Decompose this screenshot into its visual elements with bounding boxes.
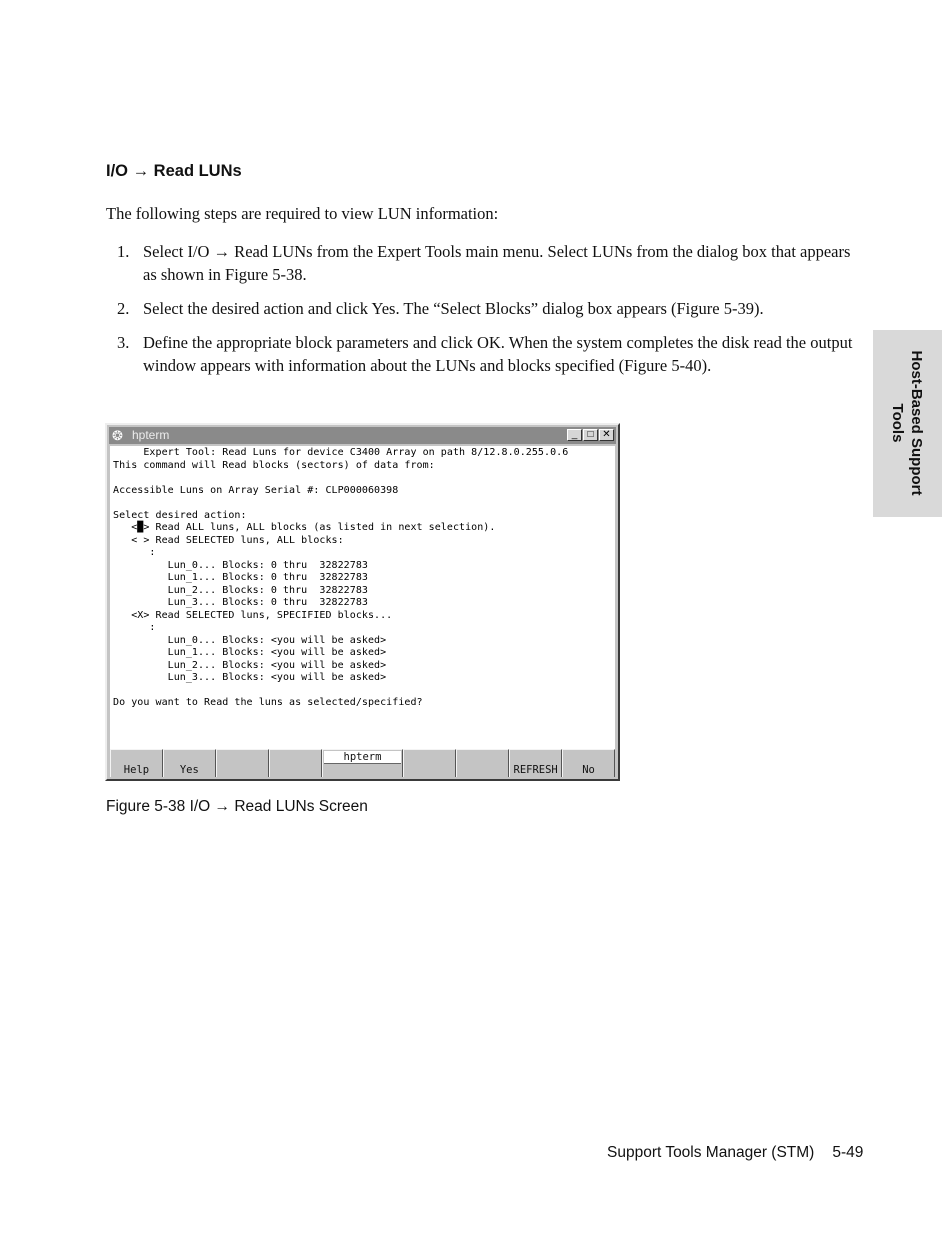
- terminal-line: Lun_0... Blocks: <you will be asked>: [113, 634, 387, 646]
- terminal-line: Lun_1... Blocks: <you will be asked>: [113, 647, 387, 658]
- step-number: 1.: [117, 242, 130, 261]
- step-item: [106, 240, 858, 286]
- step-item: [106, 331, 858, 377]
- terminal-line: <X> Read SELECTED luns, SPECIFIED blocks...: [113, 609, 393, 621]
- section-heading: I/O → Read LUNs: [106, 162, 242, 180]
- help-button[interactable]: Help: [110, 749, 163, 777]
- softkey-4[interactable]: [269, 749, 322, 777]
- terminal-line: Lun_1... Blocks: 0 thru 32822783: [113, 572, 368, 583]
- hpterm-window: [105, 423, 620, 781]
- terminal-line: Expert Tool: Read Luns for device C3400 Array on path 8/12.8.0.255.0.6: [113, 447, 569, 458]
- terminal-line: [113, 497, 615, 510]
- close-icon[interactable]: ✕: [599, 429, 614, 441]
- terminal-line: Select desired action:: [113, 509, 247, 521]
- terminal-line: Lun_3... Blocks: <you will be asked>: [113, 672, 387, 683]
- terminal-output: [110, 446, 615, 710]
- side-tab-line-2: Tools: [889, 403, 906, 443]
- page-number: 5-49: [832, 1144, 864, 1161]
- terminal-line: < > Read SELECTED luns, ALL blocks:: [113, 534, 344, 546]
- step-item: [106, 297, 858, 320]
- terminal-line: Lun_3... Blocks: 0 thru 32822783: [113, 597, 368, 608]
- softkey-bar: [110, 749, 615, 777]
- side-tab-label: [888, 350, 926, 495]
- step-text: Define the appropriate block parameters and click OK. When the system completes the disk read the output window appears with information about the LUNs and blocks specified (Figure 5-40).: [143, 333, 853, 375]
- side-tab-line-1: Host-Based Support: [908, 350, 925, 496]
- yes-button[interactable]: Yes: [163, 749, 216, 777]
- terminal-line: [113, 685, 615, 698]
- footer-title: Support Tools Manager (STM): [607, 1144, 815, 1161]
- steps-list: [106, 240, 858, 388]
- step-number: 3.: [117, 333, 130, 352]
- terminal-line: :: [113, 547, 156, 558]
- refresh-button[interactable]: REFRESH: [509, 749, 562, 777]
- terminal-line: [113, 472, 615, 485]
- softkey-5[interactable]: [403, 749, 456, 777]
- terminal-line: :: [113, 622, 156, 633]
- terminal-line: This command will Read blocks (sectors) of data from:: [113, 459, 435, 471]
- softkey-6[interactable]: [456, 749, 509, 777]
- window-titlebar[interactable]: [109, 427, 616, 444]
- terminal-line: Do you want to Read the luns as selected/specified?: [113, 697, 423, 708]
- intro-paragraph: The following steps are required to view LUN information:: [106, 204, 499, 223]
- terminal-line: Accessible Luns on Array Serial #: CLP000060398: [113, 484, 399, 496]
- page-footer: [607, 1144, 863, 1162]
- softkey-center-title: hpterm: [324, 751, 402, 764]
- softkey-center[interactable]: [322, 749, 404, 777]
- step-text: Select the desired action and click Yes. The “Select Blocks” dialog box appears (Figure 5-39).: [143, 299, 764, 318]
- minimize-icon[interactable]: _: [567, 429, 582, 441]
- step-number: 2.: [117, 299, 130, 318]
- softkey-3[interactable]: [216, 749, 269, 777]
- window-controls: [567, 429, 614, 441]
- hp-logo-icon[interactable]: ❂: [112, 428, 123, 443]
- terminal-line: Lun_2... Blocks: <you will be asked>: [113, 659, 387, 671]
- no-button[interactable]: No: [562, 749, 615, 777]
- step-text: Select I/O → Read LUNs from the Expert Tools main menu. Select LUNs from the dialog box that appears as shown in Figure 5-38.: [143, 242, 851, 284]
- terminal-line: <█> Read ALL luns, ALL blocks (as listed in next selection).: [113, 522, 496, 533]
- chapter-side-tab: [873, 330, 942, 517]
- terminal-line: Lun_0... Blocks: 0 thru 32822783: [113, 559, 368, 571]
- figure-caption: Figure 5-38 I/O → Read LUNs Screen: [106, 798, 368, 815]
- terminal-area[interactable]: [110, 446, 615, 749]
- terminal-line: Lun_2... Blocks: 0 thru 32822783: [113, 584, 368, 596]
- window-title: hpterm: [132, 428, 170, 442]
- maximize-icon[interactable]: □: [583, 429, 598, 441]
